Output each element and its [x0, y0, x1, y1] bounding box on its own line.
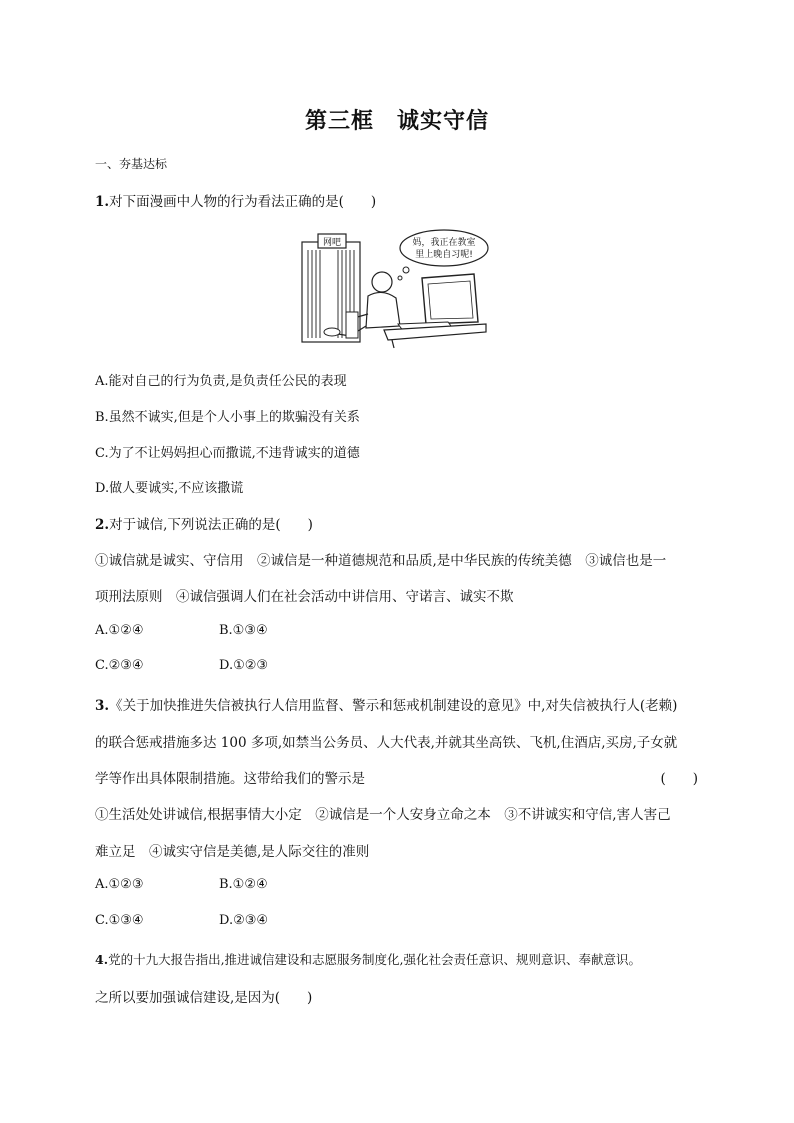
q3-statements-line-2: 难立足 ④诚实守信是美德,是人际交往的准则: [95, 844, 370, 860]
question-number: 3.: [95, 698, 110, 714]
q2-statements-line-2: 项刑法原则 ④诚信强调人们在社会活动中讲信用、守诺言、诚实不欺: [95, 589, 514, 605]
q3-option-b: B.①②④: [219, 877, 268, 892]
question-3-stem-line-3: 学等作出具体限制措施。这带给我们的警示是: [95, 771, 365, 787]
question-2-stem: [95, 513, 313, 533]
cafe-sign-text: 网吧: [322, 238, 342, 248]
question-text: 对于诚信,下列说法正确的是( ): [109, 517, 313, 533]
q2-option-a: A.①②④: [95, 623, 144, 638]
speech-text-2: 里上晚自习呢!: [415, 250, 473, 260]
cartoon-illustration: [298, 226, 490, 350]
section-heading: 一、夯基达标: [95, 157, 168, 171]
q1-option-d: D.做人要诚实,不应该撒谎: [95, 481, 244, 496]
person-head: [372, 272, 392, 292]
speech-bubble: [400, 230, 488, 266]
q1-option-a: A.能对自己的行为负责,是负责任公民的表现: [95, 374, 347, 389]
q3-option-d: D.②③④: [219, 913, 269, 928]
speech-text-1: 妈，我正在教室: [412, 238, 476, 248]
q1-option-b: B.虽然不诚实,但是个人小事上的欺骗没有关系: [95, 410, 360, 425]
question-number: 2.: [95, 517, 110, 533]
q3-option-c: C.①③④: [95, 913, 144, 928]
q2-option-b: B.①③④: [219, 623, 268, 638]
question-number: 1.: [95, 194, 110, 210]
q3-statements-line-1: ①生活处处讲诚信,根据事情大小定 ②诚信是一个人安身立命之本 ③不讲诚实和守信,害人害己: [95, 807, 671, 823]
q2-statements-line-1: ①诚信就是诚实、守信用 ②诚信是一种道德规范和品质,是中华民族的传统美德 ③诚信也是一: [95, 553, 667, 569]
q3-option-a: A.①②③: [95, 877, 144, 892]
question-4-stem-line-1: [95, 950, 641, 968]
question-1-stem: [95, 190, 376, 210]
page-title: 第三框 诚实守信: [304, 109, 489, 134]
question-text: 对下面漫画中人物的行为看法正确的是( ): [109, 194, 377, 210]
question-number: 4.: [95, 952, 109, 967]
question-3-stem-line-1: [95, 694, 677, 714]
q2-option-d: D.①②③: [219, 658, 269, 673]
q2-option-c: C.②③④: [95, 658, 144, 673]
question-3-stem-line-2: 的联合惩戒措施多达 100 多项,如禁当公务员、人大代表,并就其坐高铁、飞机,住酒店,买房,子女就: [95, 735, 678, 751]
question-text: 党的十九大报告指出,推进诚信建设和志愿服务制度化,强化社会责任意识、规则意识、奉献意识。: [108, 952, 642, 967]
question-4-stem-line-2: 之所以要加强诚信建设,是因为( ): [95, 990, 313, 1006]
answer-bracket: ( ): [660, 771, 698, 787]
q1-option-c: C.为了不让妈妈担心而撒谎,不违背诚实的道德: [95, 446, 360, 461]
question-text: 《关于加快推进失信被执行人信用监督、警示和惩戒机制建设的意见》中,对失信被执行人(老赖): [109, 698, 678, 714]
